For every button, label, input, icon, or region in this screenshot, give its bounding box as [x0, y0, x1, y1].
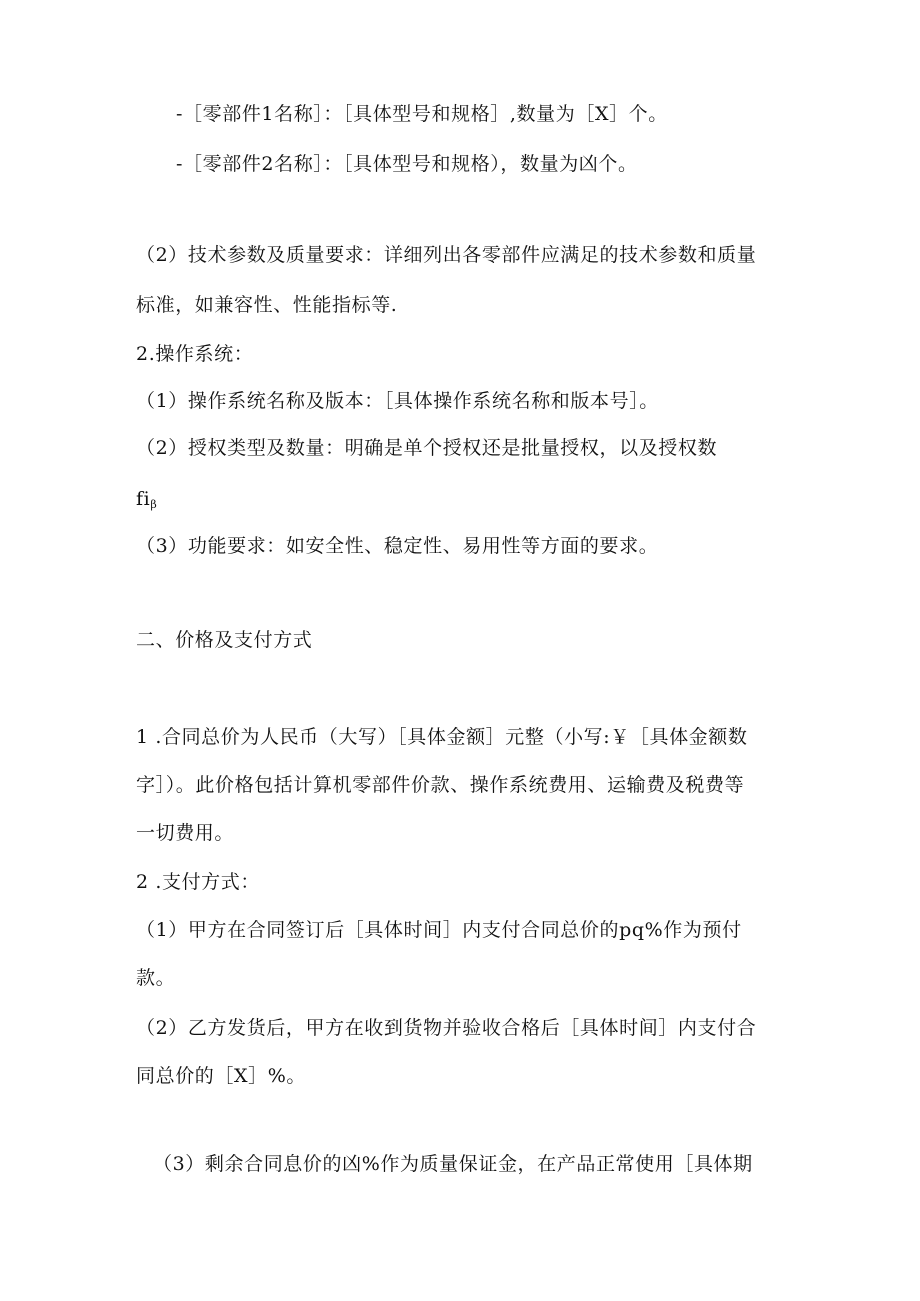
license-line-1: （2）授权类型及数量：明确是单个授权还是批量授权，以及授权数	[136, 437, 718, 459]
license-line-2	[136, 486, 157, 518]
payment-1-line-2: 款。	[136, 967, 176, 989]
total-price-line-1: 1 .合同总价为人民币（大写）［具体金额］元整（小写:￥［具体金额数	[136, 726, 748, 748]
total-price-line-3: 一切费用。	[136, 822, 235, 844]
payment-1-line-1: （1）甲方在合同签订后［具体时间］内支付合同总价的pq%作为预付	[136, 919, 742, 941]
component-2-line: -［零部件2名称］：［具体型号和规格），数量为凶个。	[176, 153, 638, 175]
tech-params-line-1: （2）技术参数及质量要求：详细列出各零部件应满足的技术参数和质量	[136, 244, 757, 266]
tech-params-line-2: 标准，如兼容性、性能指标等.	[136, 294, 398, 316]
license-line-2-sub: β	[150, 498, 157, 511]
component-1-line: -［零部件1名称］：［具体型号和规格］,数量为［X］个。	[176, 103, 668, 125]
license-line-2-main: fi	[136, 488, 151, 510]
os-heading: 2.操作系统：	[136, 343, 254, 365]
function-req-line: （3）功能要求：如安全性、稳定性、易用性等方面的要求。	[136, 535, 659, 557]
payment-2-line-2: 同总价的［X］%。	[136, 1065, 306, 1087]
payment-heading: 2 .支付方式：	[136, 871, 260, 893]
total-price-line-2: 字］）。此价格包括计算机零部件价款、操作系统费用、运输费及税费等	[136, 774, 745, 796]
section-two-heading: 二、价格及支付方式	[136, 629, 313, 651]
payment-2-line-1: （2）乙方发货后，甲方在收到货物并验收合格后［具体时间］内支付合	[136, 1017, 757, 1039]
os-name-version-line: （1）操作系统名称及版本：［具体操作系统名称和版本号］。	[136, 390, 659, 412]
payment-3-line-1: （3）剩余合同息价的凶%作为质量保证金，在产品正常使用［具体期	[153, 1153, 753, 1175]
